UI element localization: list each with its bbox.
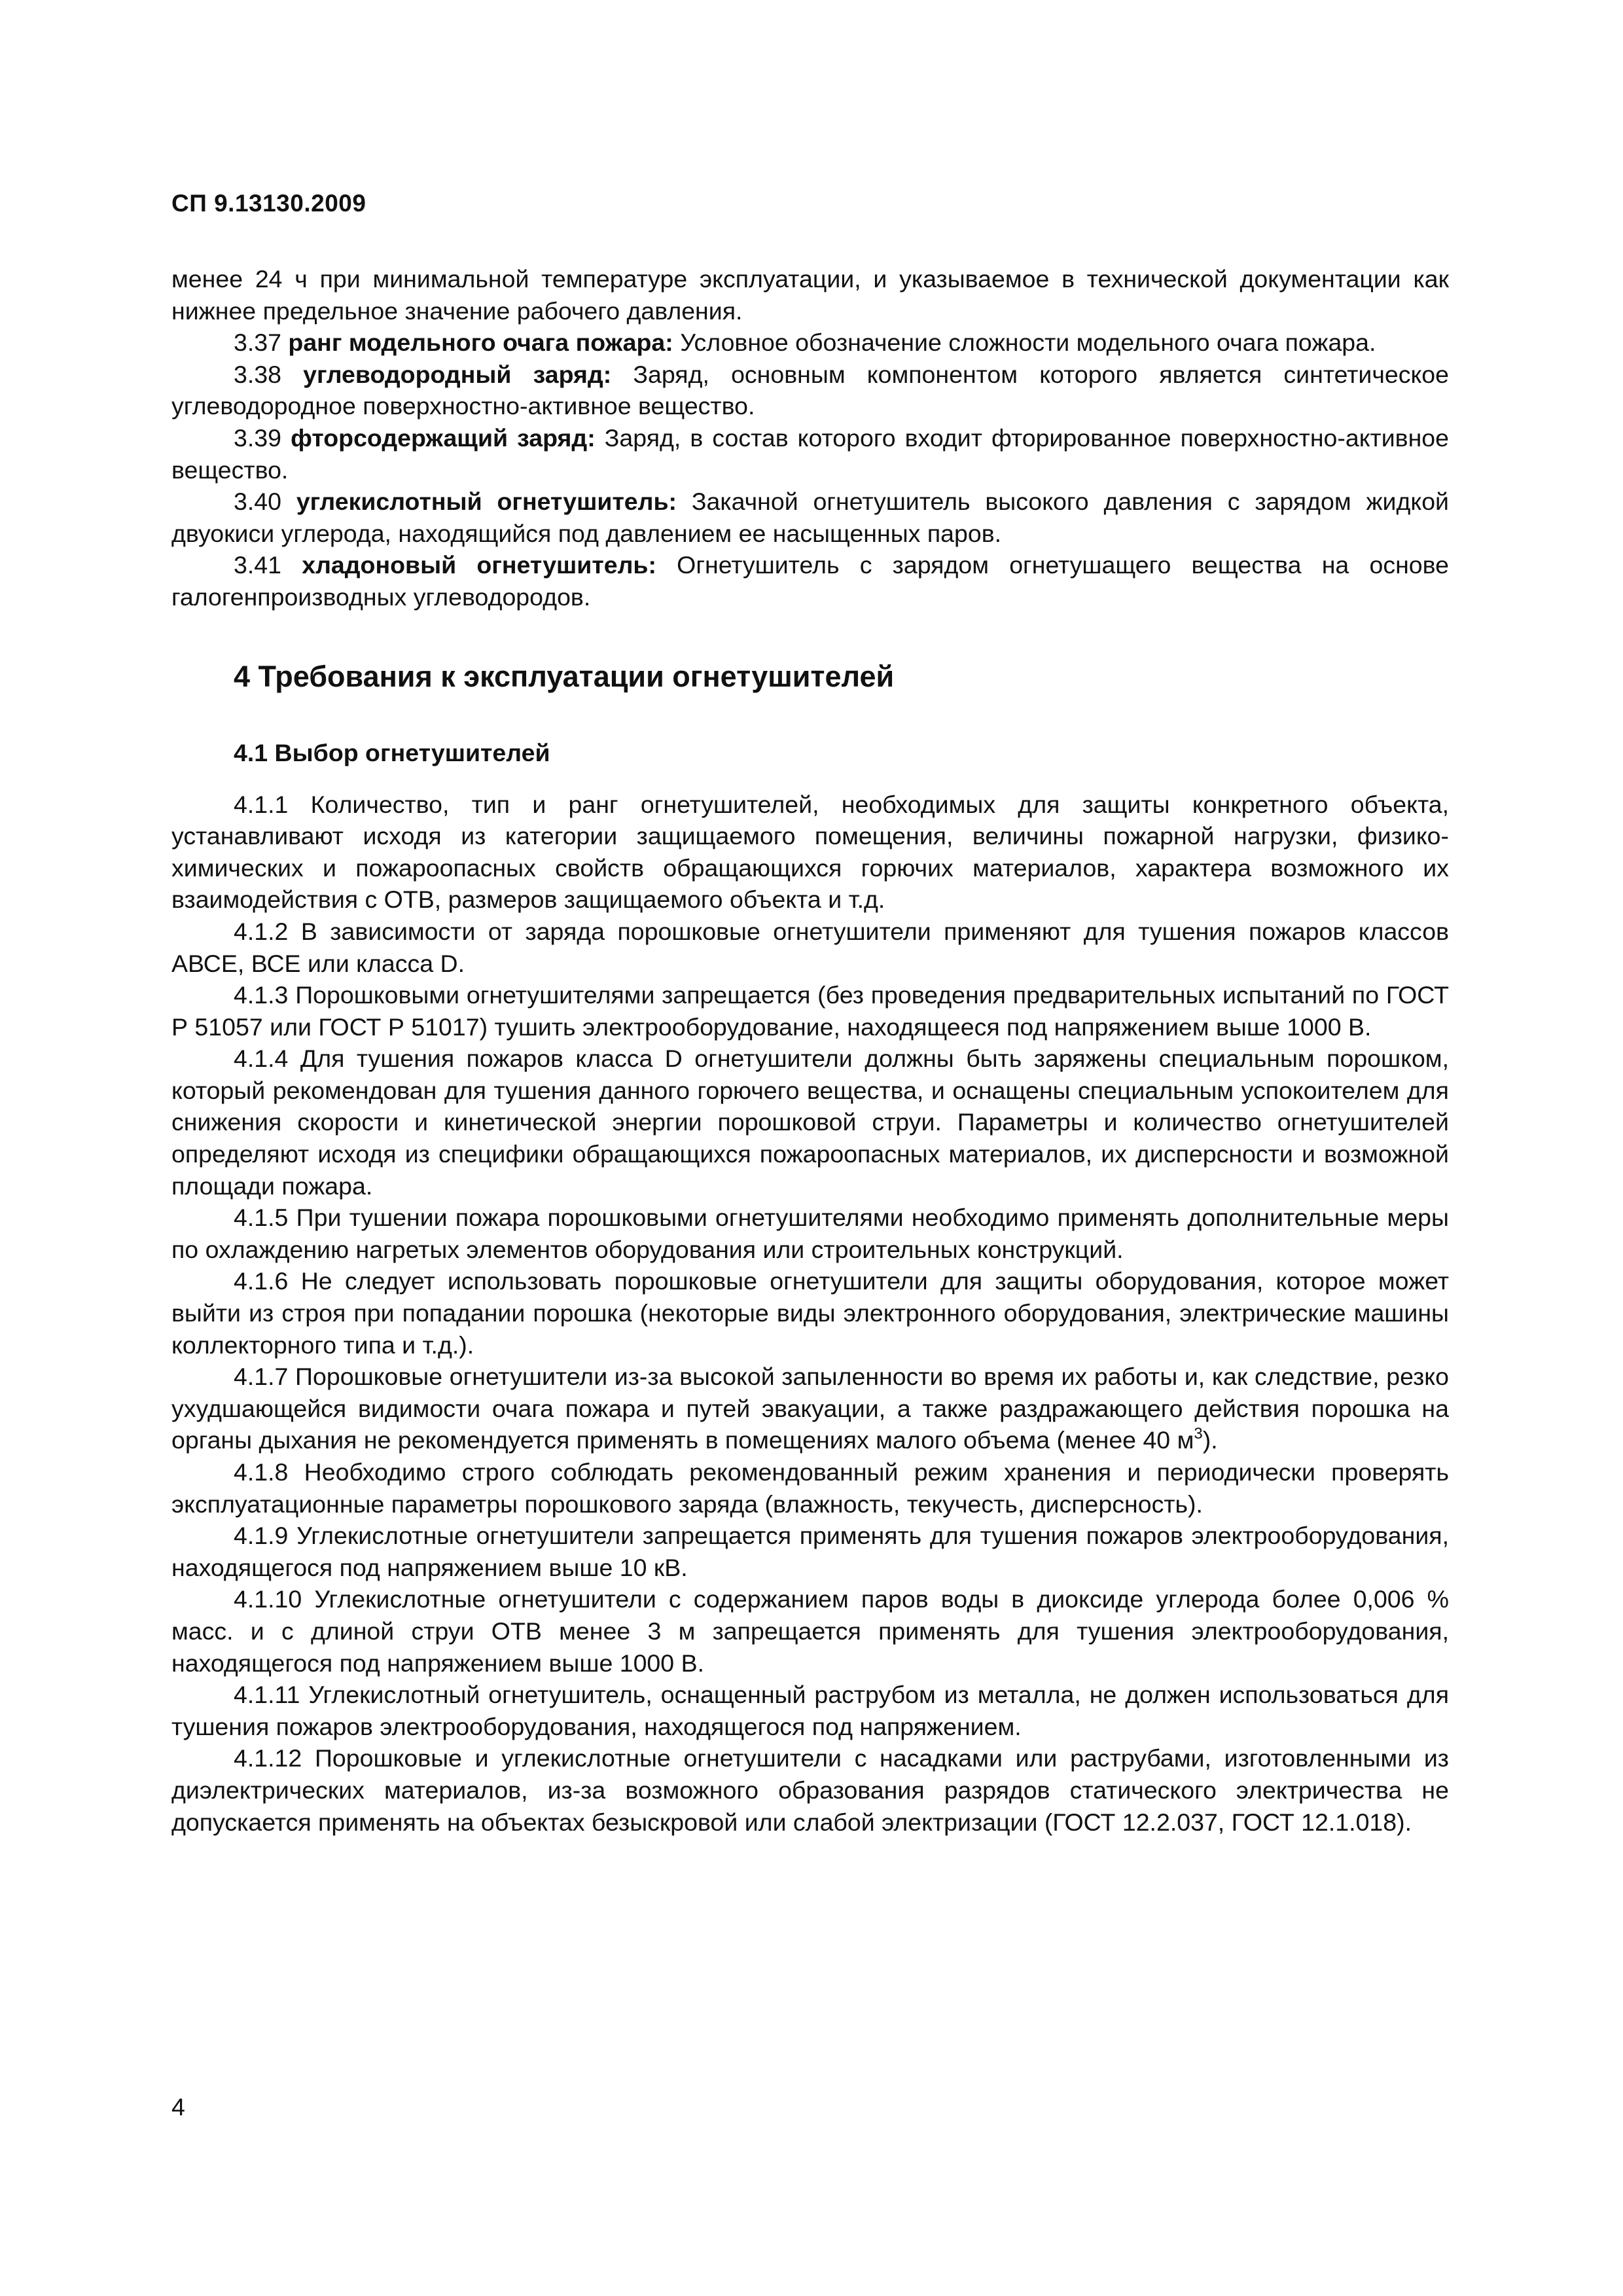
clause-4-1-4: 4.1.4 Для тушения пожаров класса D огнетушители должны быть заряжены специальным порошком, который рекомендован для тушения данного горючего вещества, и оснащены специальным успокоителем для снижения скорости и кинетической энергии порошковой струи. Параметры и количество огнетушителей определяют исходя из специфики обращающихся пожароопасных материалов, их дисперсности и возможной площади пожара. xyxy=(171,1045,1449,1200)
subsection-heading: 4.1 Выбор огнетушителей xyxy=(234,738,550,766)
definition-3-38 xyxy=(171,359,1449,422)
definition-number: 3.40 xyxy=(234,488,281,516)
clause-4-1-6: 4.1.6 Не следует использовать порошковые огнетушители для защиты оборудования, которое может выйти из строя при попадании порошка (некоторые виды электронного оборудования, электрические машины коллекторного типа и т.д.). xyxy=(171,1267,1449,1359)
definition-3-40 xyxy=(171,486,1449,549)
section-heading: 4 Требования к эксплуатации огнетушителей xyxy=(234,659,895,693)
definition-text: Условное обозначение сложности модельного очага пожара. xyxy=(680,329,1376,357)
clause-4-1-10: 4.1.10 Углекислотные огнетушители с содержанием паров воды в диоксиде углерода более 0,006 % масс. и с длиной струи ОТВ менее 3 м запрещается применять для тушения электрооборудования, находящегося под напряжением выше 1000 В. xyxy=(171,1585,1449,1677)
definition-term: углеводородный заряд: xyxy=(303,360,612,388)
definition-text: Закачной огнетушитель высокого давления с зарядом жидкой двуокиси углерода, находящийся под давлением ее насыщенных паров. xyxy=(171,488,1449,547)
definition-term: углекислотный огнетушитель: xyxy=(296,488,677,516)
definition-number: 3.37 xyxy=(234,329,281,357)
definition-number: 3.41 xyxy=(234,551,281,579)
page-number: 4 xyxy=(171,2093,185,2121)
definition-text: Огнетушитель с зарядом огнетушащего вещества на основе галогенпроизводных углеводородов. xyxy=(171,551,1449,611)
clause-4-1-2: 4.1.2 В зависимости от заряда порошковые огнетушители применяют для тушения пожаров классов АВСЕ, ВСЕ или класса D. xyxy=(171,917,1449,977)
definition-term: фторсодержащий заряд: xyxy=(291,423,596,452)
clause-4-1-5: 4.1.5 При тушении пожара порошковыми огнетушителями необходимо применять дополнительные меры по охлаждению нагретых элементов оборудования или строительных конструкций. xyxy=(171,1204,1449,1263)
clause-4-1-8: 4.1.8 Необходимо строго соблюдать рекомендованный режим хранения и периодически проверять эксплуатационные параметры порошкового заряда (влажность, текучесть, дисперсность). xyxy=(171,1458,1449,1518)
definition-3-39 xyxy=(171,422,1449,486)
clause-4-1-12: 4.1.12 Порошковые и углекислотные огнетушители с насадками или раструбами, изготовленными из диэлектрических материалов, из-за возможного образования разрядов статического электричества не допускается применять на объектах безыскровой или слабой электризации (ГОСТ 12.2.037, ГОСТ 12.1.018). xyxy=(171,1744,1449,1836)
definition-number: 3.38 xyxy=(234,360,281,388)
superscript: 3 xyxy=(1194,1425,1203,1443)
clause-4-1-11: 4.1.11 Углекислотный огнетушитель, оснащенный раструбом из металла, не должен использоваться для тушения пожаров электрооборудования, находящегося под напряжением. xyxy=(171,1681,1449,1740)
clause-text-end: ). xyxy=(1202,1426,1218,1454)
definition-text: Заряд, в состав которого входит фторированное поверхностно-активное вещество. xyxy=(171,423,1450,484)
body-text xyxy=(171,263,1449,1838)
document-code: СП 9.13130.2009 xyxy=(171,190,366,217)
clause-4-1-7 xyxy=(171,1361,1449,1456)
definition-3-41 xyxy=(171,549,1449,613)
paragraph-continued: менее 24 ч при минимальной температуре эксплуатации, и указываемое в технической документации как нижнее предельное значение рабочего давления. xyxy=(171,265,1449,325)
clause-4-1-9: 4.1.9 Углекислотные огнетушители запрещается применять для тушения пожаров электрооборудования, находящегося под напряжением выше 10 кВ. xyxy=(171,1522,1449,1581)
clause-4-1-3: 4.1.3 Порошковыми огнетушителями запрещается (без проведения предварительных испытаний по ГОСТ Р 51057 или ГОСТ Р 51017) тушить электрооборудование, находящееся под напряжением выше 1000 В. xyxy=(171,981,1449,1041)
definition-text: Заряд, основным компонентом которого является синтетическое углеводородное поверхностно-активное вещество. xyxy=(171,360,1449,420)
definition-number: 3.39 xyxy=(234,423,281,452)
definition-term: хладоновый огнетушитель: xyxy=(302,551,656,579)
definition-term: ранг модельного очага пожара: xyxy=(288,329,673,357)
definition-3-37 xyxy=(171,327,1449,359)
clause-4-1-1: 4.1.1 Количество, тип и ранг огнетушителей, необходимых для защиты конкретного объекта, устанавливают исходя из категории защищаемого помещения, величины пожарной нагрузки, физико-химических и пожароопасных свойств обращающихся горючих материалов, характера возможного их взаимодействия с ОТВ, размеров защищаемого объекта и т.д. xyxy=(171,790,1449,914)
clause-text: 4.1.7 Порошковые огнетушители из-за высокой запыленности во время их работы и, как следствие, резко ухудшающейся видимости очага пожара и путей эвакуации, а также раздражающего действия порошка на органы дыхания не рекомендуется применять в помещениях малого объема (менее 40 м xyxy=(171,1363,1449,1454)
